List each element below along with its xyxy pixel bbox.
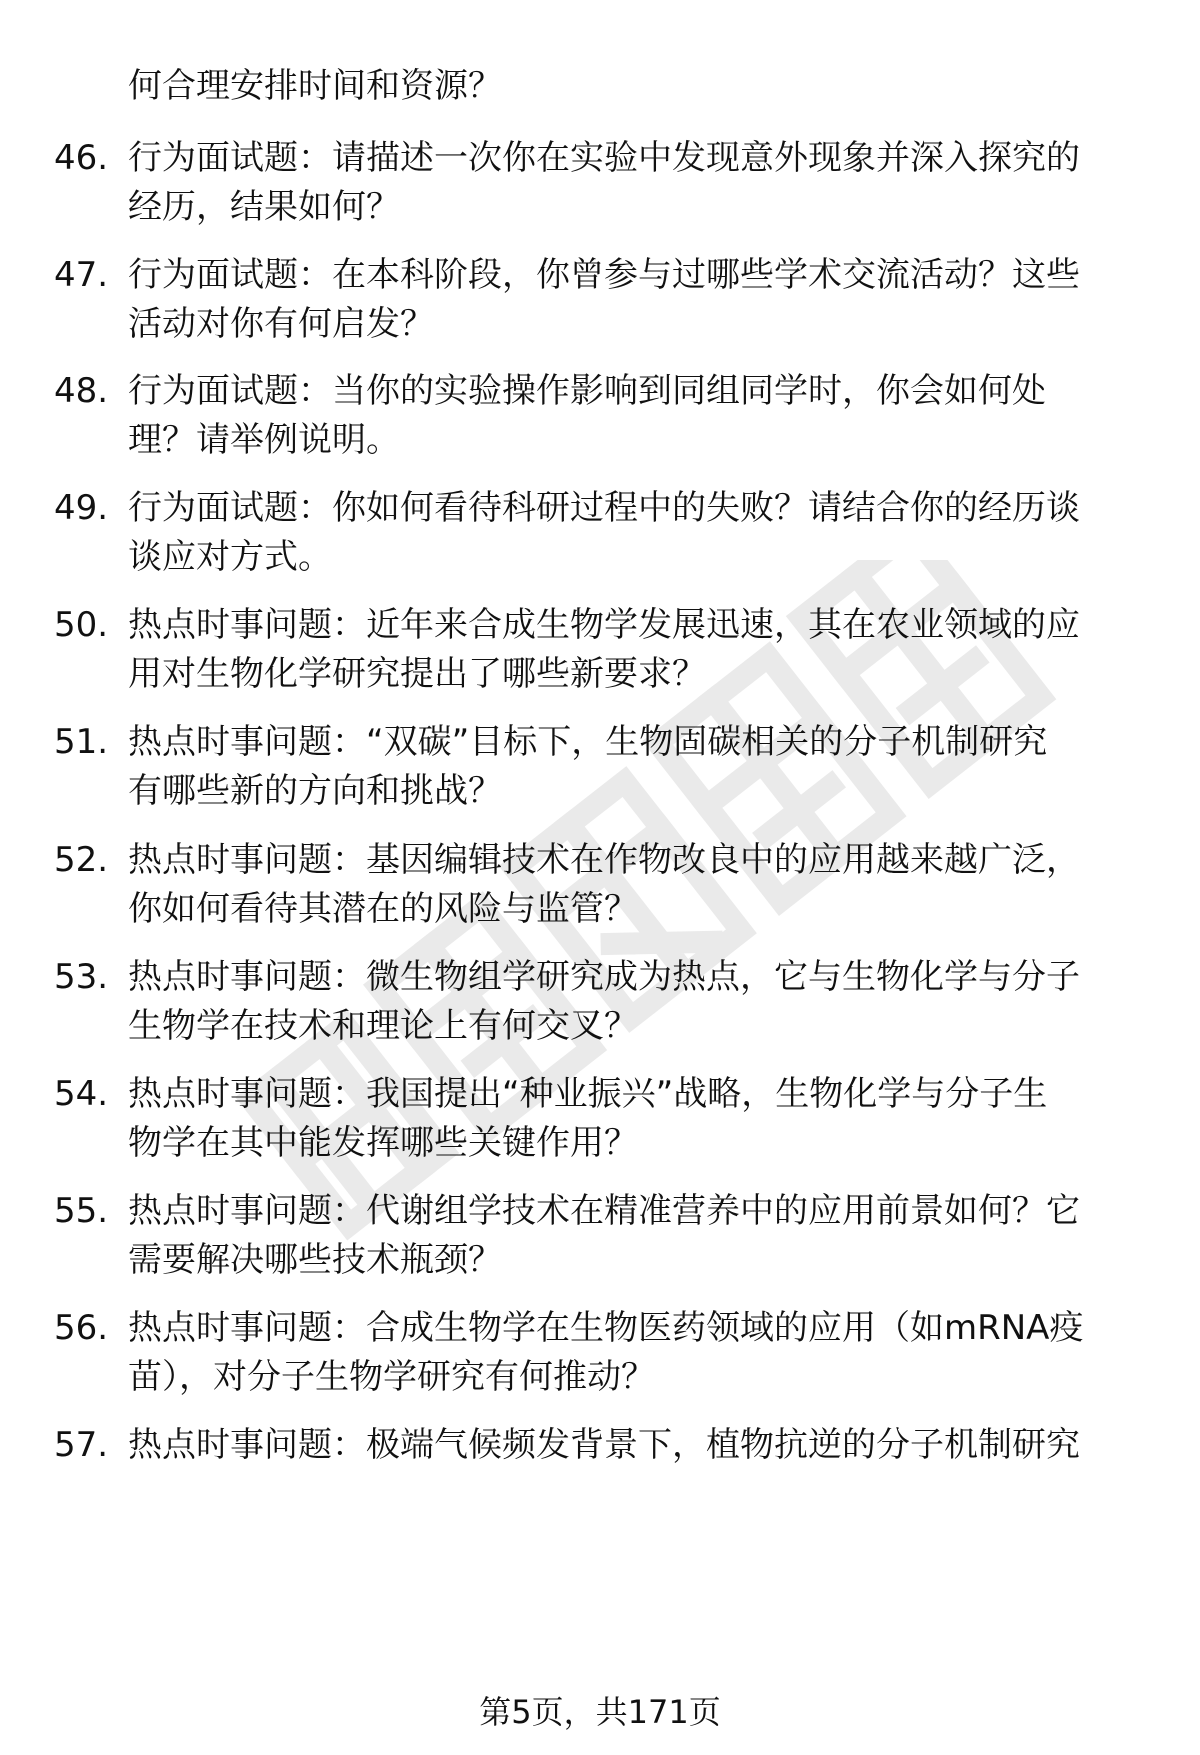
question-number: 53.	[54, 957, 109, 997]
question-number: 56.	[54, 1308, 109, 1348]
question-number: 50.	[54, 605, 109, 645]
question-text-line: 热点时事问题：近年来合成生物学发展迅速，其在农业领域的应	[128, 605, 1080, 645]
question-number: 55.	[54, 1191, 109, 1231]
question-number: 52.	[54, 840, 109, 880]
question-number: 48.	[54, 371, 109, 411]
question-text-line: 活动对你有何启发？	[128, 304, 434, 344]
question-number: 46.	[54, 138, 109, 178]
question-text-line: 热点时事问题：代谢组学技术在精准营养中的应用前景如何？它	[128, 1191, 1080, 1231]
question-text-line: 热点时事问题：极端气候频发背景下，植物抗逆的分子机制研究	[128, 1425, 1080, 1465]
question-text-line: 需要解决哪些技术瓶颈？	[128, 1240, 502, 1280]
question-text-line: 生物学在技术和理论上有何交叉？	[128, 1006, 638, 1046]
question-number: 54.	[54, 1074, 109, 1114]
question-text-line: 有哪些新的方向和挑战？	[128, 771, 502, 811]
question-number: 49.	[54, 488, 109, 528]
question-text-line: 行为面试题：在本科阶段，你曾参与过哪些学术交流活动？这些	[128, 255, 1080, 295]
question-text-line: 经历，结果如何？	[128, 187, 400, 227]
question-number: 47.	[54, 255, 109, 295]
question-text-line: 热点时事问题：微生物组学研究成为热点，它与生物化学与分子	[128, 957, 1080, 997]
question-text-line: 热点时事问题：我国提出“种业振兴”战略，生物化学与分子生	[128, 1074, 1048, 1114]
question-text-line: 热点时事问题：“双碳”目标下，生物固碳相关的分子机制研究	[128, 722, 1048, 762]
page-footer: 第5页，共171页	[479, 1693, 721, 1731]
question-text-line: 行为面试题：请描述一次你在实验中发现意外现象并深入探究的	[128, 138, 1080, 178]
question-text-line: 行为面试题：当你的实验操作影响到同组同学时，你会如何处	[128, 371, 1046, 411]
question-text-line: 你如何看待其潜在的风险与监管？	[128, 889, 638, 929]
question-text-line: 行为面试题：你如何看待科研过程中的失败？请结合你的经历谈	[128, 488, 1080, 528]
question-text-line: 理？请举例说明。	[128, 420, 400, 460]
question-text-line: 物学在其中能发挥哪些关键作用？	[128, 1123, 638, 1163]
question-text-line: 热点时事问题：合成生物学在生物医药领域的应用（如mRNA疫	[128, 1308, 1084, 1348]
question-number: 57.	[54, 1425, 109, 1465]
question-text-line: 苗），对分子生物学研究有何推动？	[128, 1357, 655, 1397]
question-text-line: 用对生物化学研究提出了哪些新要求？	[128, 654, 706, 694]
continued-question-line: 何合理安排时间和资源？	[128, 66, 502, 106]
question-text-line: 热点时事问题：基因编辑技术在作物改良中的应用越来越广泛，	[128, 840, 1080, 880]
question-number: 51.	[54, 722, 109, 762]
question-text-line: 谈应对方式。	[128, 537, 332, 577]
